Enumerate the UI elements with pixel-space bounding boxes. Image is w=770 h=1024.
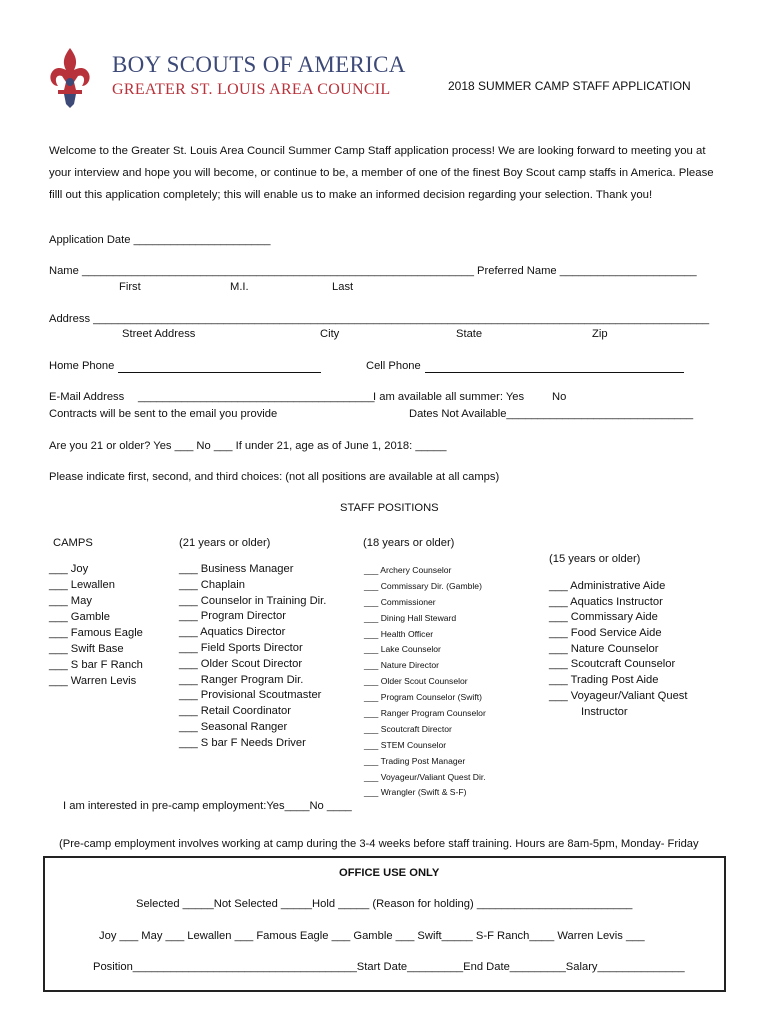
position-option[interactable]: ___ Program Counselor (Swift) — [364, 692, 482, 703]
address-state-label: State — [456, 328, 483, 340]
office-status-line[interactable]: Selected _____Not Selected _____Hold _____ (Reason for holding) _________________________ — [136, 898, 633, 910]
position-option[interactable]: ___ Chaplain — [179, 578, 245, 591]
position-option[interactable]: ___ Commissary Aide — [549, 611, 658, 624]
position-option[interactable]: ___ Trading Post Aide — [549, 674, 659, 687]
position-option[interactable]: ___ Older Scout Director — [179, 657, 303, 670]
precamp-note: (Pre-camp employment involves working at camp during the 3-4 weeks before staff training. Hours are 8am-5pm, Monday- Friday — [59, 838, 699, 850]
home-phone-input[interactable] — [118, 372, 321, 373]
camp-option[interactable]: ___ May — [49, 595, 92, 607]
office-position-line[interactable]: Position____________________________________Start Date_________End Date_________Salary______________ — [93, 961, 685, 973]
name-first-label: First — [119, 281, 141, 293]
bsa-fleur-de-lis-logo — [44, 46, 96, 110]
intro-paragraph: Welcome to the Greater St. Louis Area Council Summer Camp Staff application process! We are looking forward to meeting you at your interview and hope you will become, or continue to be, a member of one of the finest Boy Scout camp staffs in America. Please filll out this application completely; this will enable us to make an informed decision regarding your selection. Thank you! — [49, 145, 714, 201]
address-field[interactable]: Address ___________________________________________________________________________________________________ — [49, 313, 710, 325]
positions-21-header: (21 years or older) — [179, 537, 271, 549]
positions-15-header: (15 years or older) — [549, 553, 641, 565]
position-option[interactable]: ___ Scoutcraft Counselor — [549, 658, 676, 671]
available-no[interactable]: No — [552, 391, 567, 403]
positions-15-list — [549, 580, 688, 721]
position-option[interactable]: ___ Scoutcraft Director — [364, 723, 452, 734]
position-option[interactable]: ___ Seasonal Ranger — [179, 720, 288, 733]
name-last-label: Last — [332, 281, 354, 293]
email-label: E-Mail Address — [49, 391, 125, 403]
position-option[interactable]: ___ Trading Post Manager — [364, 755, 466, 766]
positions-18-header: (18 years or older) — [363, 537, 455, 549]
application-date-field[interactable]: Application Date ______________________ — [49, 234, 271, 246]
camp-option[interactable]: ___ Joy — [49, 563, 89, 575]
position-option[interactable]: ___ Provisional Scoutmaster — [179, 689, 322, 702]
council-name: GREATER ST. LOUIS AREA COUNCIL — [112, 81, 391, 98]
name-mi-label: M.I. — [230, 281, 249, 293]
dates-not-available-field[interactable]: Dates Not Available______________________________ — [409, 408, 694, 420]
age-question[interactable]: Are you 21 or older? Yes ___ No ___ If under 21, age as of June 1, 2018: _____ — [49, 440, 447, 452]
camp-option[interactable]: ___ Famous Eagle — [49, 627, 143, 639]
office-use-box — [43, 856, 726, 992]
precamp-question[interactable]: I am interested in pre-camp employment:Yes____No ____ — [63, 800, 352, 812]
position-option[interactable]: ___ Wrangler (Swift & S-F) — [364, 787, 467, 798]
camp-option[interactable]: ___ Warren Levis — [49, 675, 137, 687]
position-option[interactable]: ___ Nature Counselor — [549, 642, 659, 655]
camps-list — [49, 563, 143, 691]
positions-21-list — [179, 563, 326, 753]
position-option[interactable]: ___ Ranger Program Dir. — [179, 673, 304, 686]
position-option[interactable]: ___ Program Director — [179, 610, 286, 623]
position-option[interactable]: ___ STEM Counselor — [364, 739, 447, 750]
positions-18-list — [364, 565, 486, 803]
camp-option[interactable]: ___ Gamble — [49, 611, 110, 623]
position-option[interactable]: ___ Health Officer — [364, 628, 434, 639]
position-option[interactable]: ___ Aquatics Director — [179, 626, 286, 639]
cell-phone-label: Cell Phone — [366, 360, 421, 372]
choices-instruction: Please indicate first, second, and third choices: (not all positions are available at all camps) — [49, 471, 500, 483]
camp-option[interactable]: ___ S bar F Ranch — [49, 659, 143, 671]
address-city-label: City — [320, 328, 340, 340]
position-option[interactable]: ___ Dining Hall Steward — [364, 612, 457, 623]
position-option[interactable]: ___ Archery Counselor — [364, 565, 452, 575]
cell-phone-input[interactable] — [425, 372, 684, 373]
email-input[interactable]: ______________________________________ — [138, 391, 375, 403]
address-street-label: Street Address — [122, 328, 196, 340]
camps-header: CAMPS — [53, 537, 93, 549]
position-option[interactable]: ___ Nature Director — [364, 660, 439, 671]
staff-positions-heading: STAFF POSITIONS — [340, 502, 439, 514]
position-option[interactable]: ___ Older Scout Counselor — [364, 676, 468, 687]
contracts-note: Contracts will be sent to the email you provide — [49, 408, 278, 420]
position-option[interactable]: ___ Field Sports Director — [179, 641, 303, 654]
office-camps-line[interactable]: Joy ___ May ___ Lewallen ___ Famous Eagle ___ Gamble ___ Swift_____ S-F Ranch____ Warren Levis ___ — [99, 930, 645, 942]
position-option[interactable]: ___ Aquatics Instructor — [549, 595, 663, 608]
position-option[interactable]: ___ Counselor in Training Dir. — [179, 594, 327, 607]
position-option[interactable]: ___ Voyageur/Valiant Quest Dir. — [364, 771, 486, 782]
position-option[interactable]: ___ S bar F Needs Driver — [179, 736, 306, 749]
position-option[interactable]: ___ Food Service Aide — [549, 627, 662, 640]
position-option-continued: Instructor — [581, 705, 628, 718]
home-phone-label: Home Phone — [49, 360, 115, 372]
org-name: BOY SCOUTS OF AMERICA — [112, 52, 406, 77]
page-title: 2018 SUMMER CAMP STAFF APPLICATION — [448, 79, 691, 93]
camp-option[interactable]: ___ Lewallen — [49, 579, 115, 591]
position-option[interactable]: ___ Commissioner — [364, 596, 436, 607]
camp-option[interactable]: ___ Swift Base — [49, 643, 124, 655]
position-option[interactable]: ___ Business Manager — [179, 563, 294, 575]
office-use-title: OFFICE USE ONLY — [339, 867, 440, 879]
position-option[interactable]: ___ Ranger Program Counselor — [364, 708, 486, 719]
position-option[interactable]: ___ Lake Counselor — [364, 644, 441, 655]
address-zip-label: Zip — [592, 328, 608, 340]
position-option[interactable]: ___ Voyageur/Valiant Quest — [549, 689, 688, 702]
available-all-summer[interactable]: I am available all summer: Yes — [373, 391, 525, 403]
name-field[interactable]: Name _______________________________________________________________ Preferred Name ______________________ — [49, 265, 697, 277]
position-option[interactable]: ___ Commissary Dir. (Gamble) — [364, 580, 482, 591]
position-option[interactable]: ___ Retail Coordinator — [179, 705, 291, 718]
position-option[interactable]: ___ Administrative Aide — [549, 580, 666, 592]
